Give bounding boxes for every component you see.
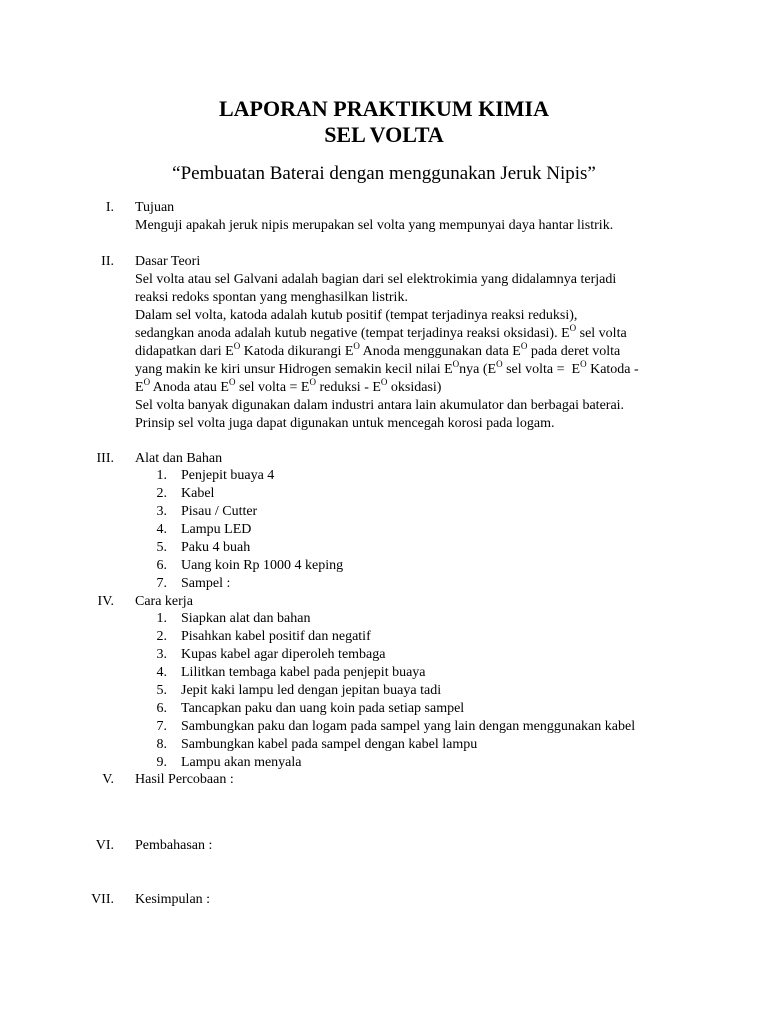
- section-heading-tujuan: Tujuan: [135, 200, 175, 215]
- list-item-text: Penjepit buaya 4: [181, 468, 275, 483]
- section-text-dasar-teori: [135, 271, 685, 433]
- list-item-text: Lampu LED: [181, 522, 252, 537]
- section-heading-hasil: Hasil Percobaan :: [135, 772, 234, 787]
- list-item-text: Siapkan alat dan bahan: [181, 611, 311, 626]
- list-item-text: Kupas kabel agar diperoleh tembaga: [181, 647, 386, 662]
- text-line: Prinsip sel volta juga dapat digunakan untuk mencegah korosi pada logam.: [135, 416, 555, 431]
- list-number: 5.: [156, 683, 167, 698]
- list-item-text: Sambungkan kabel pada sampel dengan kabel lampu: [181, 737, 478, 752]
- text-line: Dalam sel volta, katoda adalah kutub positif (tempat terjadinya reaksi reduksi),: [135, 308, 578, 323]
- report-title: LAPORAN PRAKTIKUM KIMIA: [219, 96, 549, 121]
- text-line: Menguji apakah jeruk nipis merupakan sel volta yang mempunyai daya hantar listrik.: [135, 218, 614, 233]
- list-item-text: Sambungkan paku dan logam pada sampel yang lain dengan menggunakan kabel: [181, 719, 636, 734]
- list-number: 9.: [156, 755, 167, 770]
- section-heading-alat-bahan: Alat dan Bahan: [135, 451, 223, 466]
- list-number: 7.: [156, 576, 167, 591]
- list-item-text: Tancapkan paku dan uang koin pada setiap sampel: [181, 701, 465, 716]
- section-number: IV.: [97, 594, 114, 609]
- list-item-text: Sampel :: [181, 576, 231, 591]
- list-number: 4.: [156, 522, 167, 537]
- list-number: 8.: [156, 737, 167, 752]
- section-text-tujuan: [135, 217, 685, 235]
- section-number: VI.: [95, 838, 114, 853]
- list-item-text: Lilitkan tembaga kabel pada penjepit buaya: [181, 665, 426, 680]
- list-number: 7.: [156, 719, 167, 734]
- section-number: I.: [105, 200, 114, 215]
- list-number: 6.: [156, 558, 167, 573]
- list-number: 6.: [156, 701, 167, 716]
- list-item-text: Pisahkan kabel positif dan negatif: [181, 629, 371, 644]
- section-heading-pembahasan: Pembahasan :: [135, 838, 213, 853]
- section-heading-cara-kerja: Cara kerja: [135, 594, 193, 609]
- list-number: 5.: [156, 540, 167, 555]
- list-number: 3.: [156, 647, 167, 662]
- list-item-text: Jepit kaki lampu led dengan jepitan buaya tadi: [181, 683, 442, 698]
- list-number: 2.: [156, 486, 167, 501]
- text-line: Sel volta banyak digunakan dalam industri antara lain akumulator dan berbagai baterai.: [135, 398, 625, 413]
- list-number: 2.: [156, 629, 167, 644]
- section-heading-dasar-teori: Dasar Teori: [135, 254, 201, 269]
- list-item-text: Paku 4 buah: [181, 540, 251, 555]
- text-line: reaksi redoks spontan yang menghasilkan listrik.: [135, 290, 408, 305]
- section-heading-kesimpulan: Kesimpulan :: [135, 892, 211, 907]
- text-line: yang makin ke kiri unsur Hidrogen semakin kecil nilai $E^Onya$ ($E^O$ sel volta = $E^O$ Katoda -: [135, 359, 639, 377]
- report-subtitle: “Pembuatan Baterai dengan menggunakan Jeruk Nipis”: [172, 163, 596, 184]
- list-number: 1.: [156, 611, 167, 626]
- section-number: V.: [102, 772, 114, 787]
- text-line: sedangkan anoda adalah kutub negative (tempat terjadinya reaksi oksidasi). $E^O$ sel volta: [135, 323, 627, 341]
- list-item-text: Pisau / Cutter: [181, 504, 258, 519]
- list-item-text: Uang koin Rp 1000 4 keping: [181, 558, 344, 573]
- list-number: 4.: [156, 665, 167, 680]
- list-number: 3.: [156, 504, 167, 519]
- report-subject: SEL VOLTA: [324, 122, 444, 147]
- list-item-text: Kabel: [181, 486, 215, 501]
- list-number: 1.: [156, 468, 167, 483]
- list-item-text: Lampu akan menyala: [181, 755, 302, 770]
- section-number: III.: [96, 451, 114, 466]
- section-number: VII.: [91, 892, 114, 907]
- text-line: Sel volta atau sel Galvani adalah bagian dari sel elektrokimia yang didalamnya terjadi: [135, 272, 617, 287]
- text-line: didapatkan dari $E^O$ Katoda dikurangi $E^O$ Anoda menggunakan data $E^O$ pada deret volta: [135, 341, 621, 359]
- section-number: II.: [101, 254, 114, 269]
- text-line: $E^O$ Anoda atau $E^O$ sel volta = $E^O$ reduksi - $E^O$ oksidasi): [135, 377, 442, 395]
